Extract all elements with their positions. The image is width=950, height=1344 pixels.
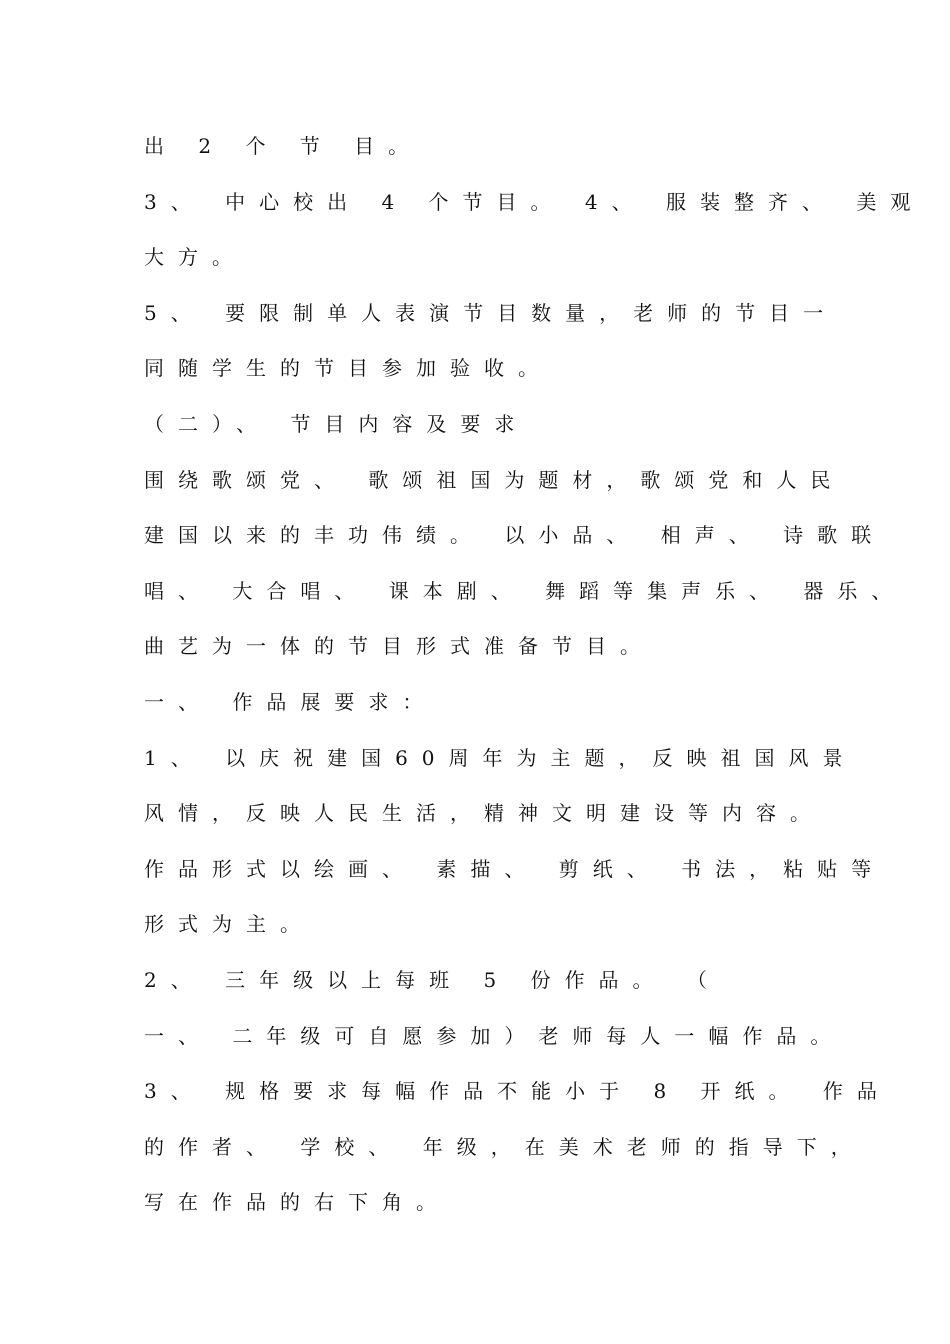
text-line: 形式为主。 [144,912,314,937]
text-line: 大方。 [144,245,246,270]
text-line: 出 2 个 节 目。 [144,134,423,158]
text-line: 3、 中心校出 4 个节目。 4、 服装整齐、 美观 [144,189,925,214]
text-line: 写在作品的右下角。 [144,1190,450,1215]
text-line: 3、 规格要求每幅作品不能小于 8 开纸。 作品 [144,1079,891,1104]
document-body [144,126,925,1238]
text-line: 唱、 大合唱、 课本剧、 舞蹈等集声乐、 器乐、 [144,578,906,603]
text-line: 的作者、 学校、 年级，在美术老师的指导下， [144,1134,865,1159]
text-line: 5、 要限制单人表演节目数量，老师的节目一 [144,300,838,325]
text-line: 一、 二年级可自愿参加）老师每人一幅作品。 [144,1023,845,1048]
text-line: 风情，反映人民生活，精神文明建设等内容。 [144,801,824,826]
text-line: 曲艺为一体的节目形式准备节目。 [144,634,654,659]
section-heading: （二）、 节目内容及要求 [144,411,529,436]
text-line: 同随学生的节目参加验收。 [144,356,552,381]
text-line: 围绕歌颂党、 歌颂祖国为题材，歌颂党和人民 [144,467,845,492]
text-line: 1、 以庆祝建国60周年为主题，反映祖国风景 [144,745,857,770]
section-heading: 一、 作品展要求： [144,689,437,714]
text-line: 2、 三年级以上每班 5 份作品。 （ [144,967,721,992]
text-line: 作品形式以绘画、 素描、 剪纸、 书法，粘贴等 [144,856,886,881]
text-line: 建国以来的丰功伟绩。 以小品、 相声、 诗歌联 [144,523,886,548]
